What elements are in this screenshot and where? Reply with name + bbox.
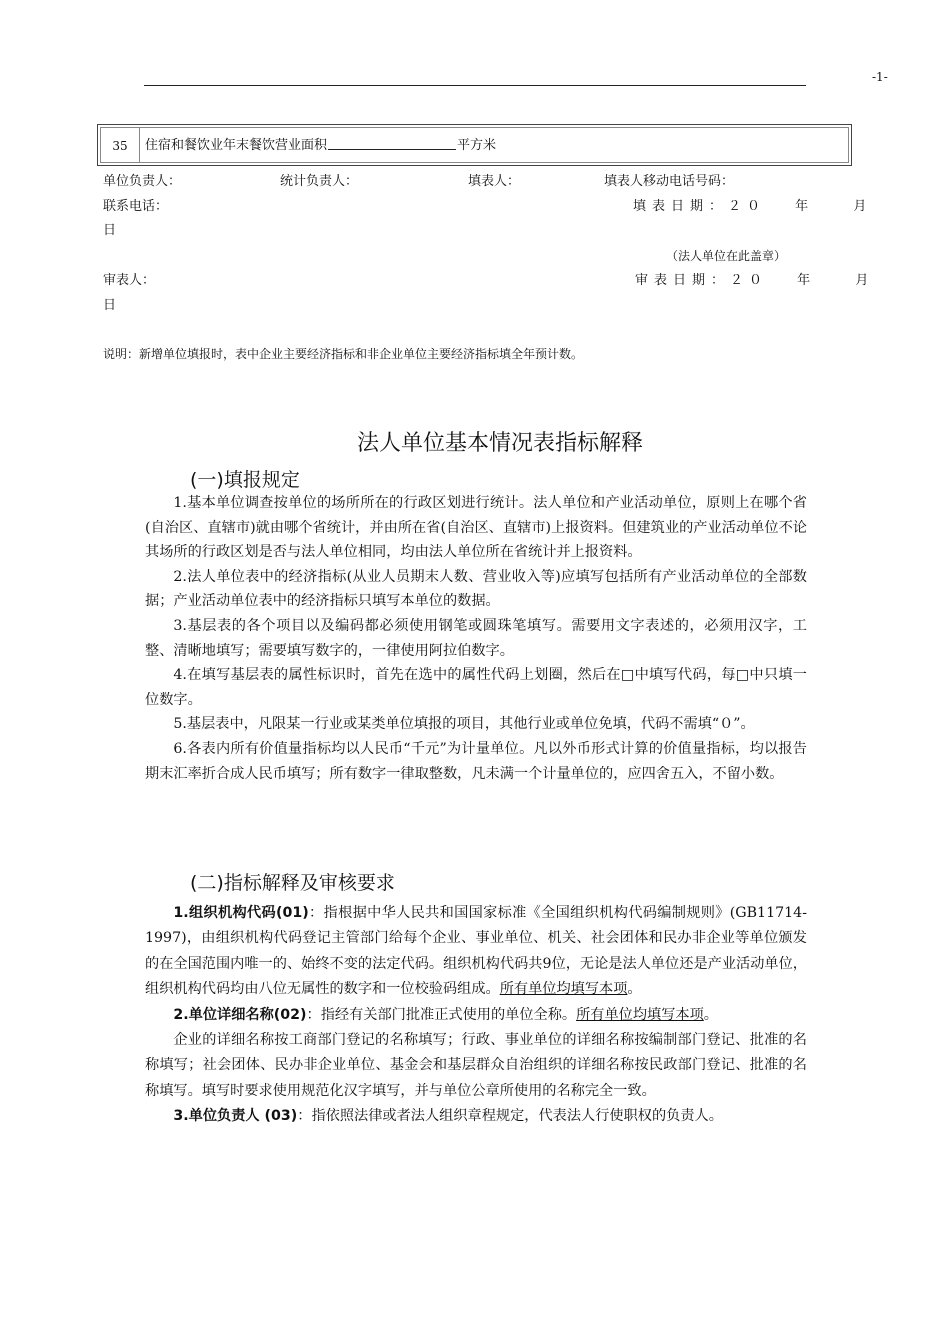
fill-blank — [328, 137, 456, 150]
indicator-text: ：指经有关部门批准正式使用的单位全称。 — [306, 1006, 577, 1023]
row-unit: 平方米 — [457, 138, 497, 153]
indicator-2-detail: 企业的详细名称按工商部门登记的名称填写；行政、事业单位的详细名称按编制部门登记、批准的名称填写；社会团体、民办非企业单位、基金会和基层群众自治组织的详细名称按民政部门登记、批准的名称填写。填写时要求使用规范化汉字填写，并与单位公章所使用的名称完全一致。 — [145, 1032, 807, 1099]
item-table — [97, 124, 852, 166]
indicator-term: 1.组织机构代码(01) — [173, 905, 309, 921]
explanation-note: 说明：新增单位填报时，表中企业主要经济指标和非企业单位主要经济指标填全年预计数。 — [103, 347, 584, 361]
rule-paragraph: 1.基本单位调查按单位的场所所在的行政区划进行统计。法人单位和产业活动单位，原则上在哪个省(自治区、直辖市)就由哪个省统计，并由所在省(自治区、直辖市)上报资料。但建筑业的产业活动单位不论其场所的行政区划是否与法人单位相同，均由法人单位所在省统计并上报资料。 — [145, 495, 807, 561]
indicator-text: ：指依照法律或者法人组织章程规定，代表法人行使职权的负责人。 — [297, 1108, 723, 1125]
rule-paragraph: 5.基层表中，凡限某一行业或某类单位填报的项目，其他行业或单位免填，代码不需填“０”。 — [173, 716, 755, 733]
section1-body — [145, 491, 807, 786]
rule-paragraph: 4.在填写基层表的属性标识时，首先在选中的属性代码上划圈，然后在□中填写代码，每□中只填一位数字。 — [145, 667, 807, 708]
section1-heading: (一)填报规定 — [190, 469, 300, 491]
section2-body — [145, 901, 807, 1130]
fill-date-label: 填表日期：２０ 年 月 — [633, 199, 873, 214]
reviewer-label: 审表人： — [103, 273, 156, 288]
review-date-label: 审表日期：２０ 年 月 — [635, 273, 875, 288]
rule-paragraph: 3.基层表的各个项目以及编码都必须使用钢笔或圆珠笔填写。需要用文字表述的，必须用汉字，工整、清晰地填写；需要填写数字的，一律使用阿拉伯数字。 — [145, 617, 807, 659]
indicator-2 — [145, 1003, 807, 1028]
row-number: 35 — [101, 128, 140, 162]
indicator-text: ：指根据中华人民共和国国家标准《全国组织机构代码编制规则》(GB11714-1997)，由组织机构代码登记主管部门给每个企业、事业单位、机关、社会团体和民办非企业等单位颁发的在全国范围内唯一的、始终不变的法定代码。组织机构代码共9位，无论是法人单位还是产业活动单位，组织机构代码均由八位无属性的数字和一位校验码组成。 — [145, 905, 807, 998]
rule-paragraph: 2.法人单位表中的经济指标(从业人员期末人数、营业收入等)应填写包括所有产业活动单位的全部数据；产业活动单位表中的经济指标只填写本单位的数据。 — [145, 568, 807, 610]
rule-paragraph: 6.各表内所有价值量指标均以人民币“千元”为计量单位。凡以外币形式计算的价值量指标，均以报告期末汇率折合成人民币填写；所有数字一律取整数，凡未满一个计量单位的，应四舍五入，不留小数。 — [145, 740, 807, 782]
main-title: 法人单位基本情况表指标解释 — [356, 431, 643, 456]
stats-head-label: 统计负责人： — [280, 174, 359, 189]
requirement-text: 所有单位均填写本项 — [576, 1006, 704, 1023]
header-rule — [144, 85, 806, 86]
indicator-term: 2.单位详细名称(02) — [173, 1006, 307, 1023]
contact-phone-label: 联系电话： — [103, 199, 169, 214]
indicator-3 — [145, 1104, 807, 1129]
row-label-cell — [145, 128, 496, 164]
filler-label: 填表人： — [468, 174, 521, 189]
row-label: 住宿和餐饮业年末餐饮营业面积 — [145, 138, 328, 153]
indicator-end: 。 — [703, 1006, 718, 1023]
indicator-end: 。 — [627, 981, 642, 998]
fill-day-label: 日 — [103, 223, 117, 238]
review-day-label: 日 — [103, 298, 117, 313]
indicator-1 — [145, 901, 807, 1003]
section2-heading: (二)指标解释及审核要求 — [190, 872, 395, 894]
unit-head-label: 单位负责人： — [103, 174, 182, 189]
seal-note: （法人单位在此盖章） — [666, 249, 787, 263]
item-table-inner — [100, 127, 849, 163]
indicator-term: 3.单位负责人 (03) — [173, 1108, 298, 1125]
filler-mobile-label: 填表人移动电话号码： — [604, 174, 735, 189]
requirement-text: 所有单位均填写本项 — [499, 981, 628, 998]
page-number: -1- — [872, 70, 888, 84]
